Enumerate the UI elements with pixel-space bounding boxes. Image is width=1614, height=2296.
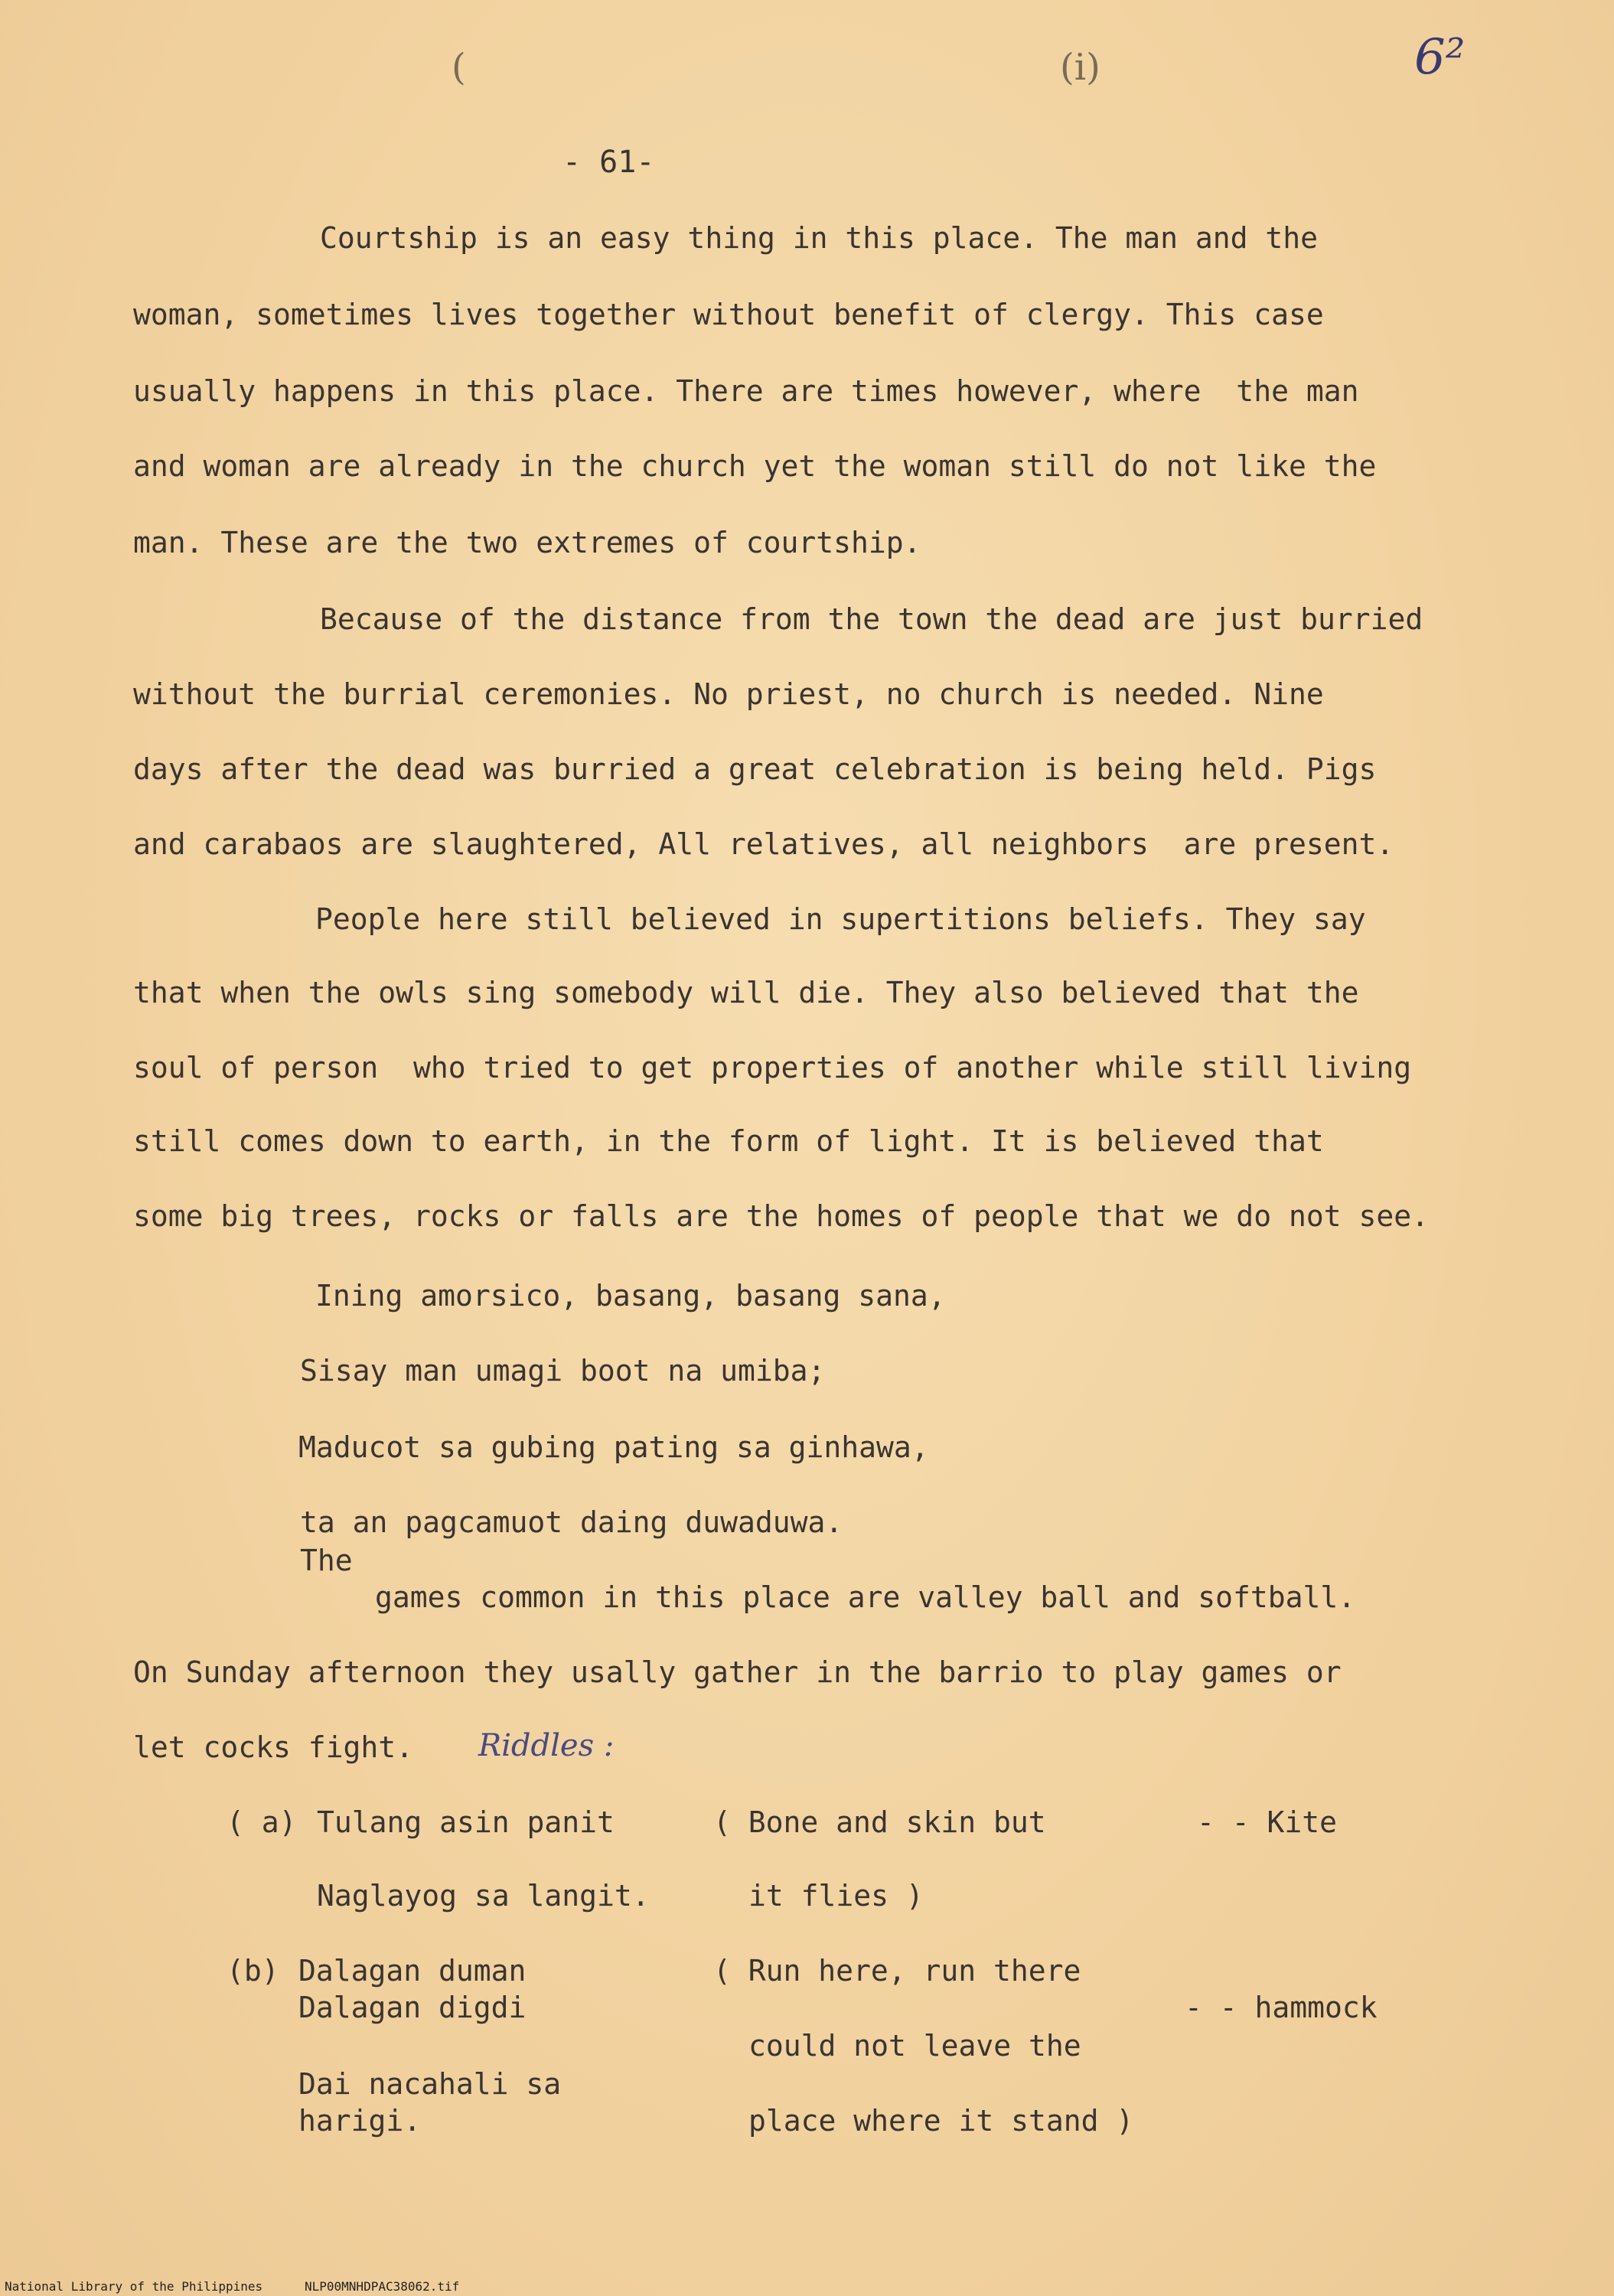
- superstition-line-4: still comes down to earth, in the form of light. It is believed that: [133, 1124, 1324, 1158]
- courtship-line-1: Courtship is an easy thing in this place. The man and the: [320, 221, 1319, 255]
- footer-library: National Library of the Philippines: [5, 2279, 263, 2294]
- riddles-handwritten-note: Riddles :: [478, 1728, 615, 1763]
- verse-line-3: Maducot sa gubing pating sa ginhawa,: [298, 1430, 929, 1464]
- riddle-a-translation-1: ( Bone and skin but: [713, 1805, 1046, 1839]
- top-mark-left: (: [452, 46, 466, 89]
- riddle-b-line-4: harigi.: [298, 2104, 422, 2138]
- riddle-b-line-1: Dalagan duman: [298, 1954, 527, 1988]
- corner-page-note: 6²: [1414, 29, 1466, 86]
- riddle-b-line-2: Dalagan digdi: [298, 1991, 527, 2024]
- burial-line-1: Because of the distance from the town the dead are just burried: [320, 602, 1423, 636]
- courtship-line-5: man. These are the two extremes of courtship.: [133, 526, 921, 559]
- riddle-a-translation-2: it flies ): [748, 1879, 924, 1913]
- verse-line-2: Sisay man umagi boot na umiba;: [300, 1354, 826, 1388]
- verse-line-4: ta an pagcamuot daing duwaduwa.: [300, 1505, 843, 1539]
- burial-line-3: days after the dead was burried a great celebration is being held. Pigs: [133, 752, 1377, 786]
- courtship-line-3: usually happens in this place. There are times however, where the man: [133, 374, 1359, 408]
- riddle-a-line-2: Naglayog sa langit.: [317, 1879, 650, 1913]
- riddle-b-line-3: Dai nacahali sa: [298, 2067, 562, 2101]
- games-line-3: let cocks fight.: [133, 1730, 414, 1764]
- superstition-line-2: that when the owls sing somebody will die. They also believed that the: [133, 976, 1359, 1009]
- riddle-a-answer: - - Kite: [1197, 1805, 1338, 1839]
- riddle-a-line-1: Tulang asin panit: [317, 1805, 615, 1839]
- verse-line-1: Ining amorsico, basang, basang sana,: [315, 1279, 946, 1313]
- superstition-line-5: some big trees, rocks or falls are the homes of people that we do not see.: [133, 1199, 1429, 1233]
- top-mark-center: (i): [1060, 46, 1100, 89]
- riddle-b-label: (b): [227, 1954, 279, 1988]
- riddle-b-translation-3: place where it stand ): [748, 2104, 1134, 2138]
- riddle-a-label: ( a): [227, 1805, 297, 1839]
- superstition-line-1: People here still believed in supertitions beliefs. They say: [315, 902, 1366, 936]
- riddle-b-translation-1: ( Run here, run there: [713, 1954, 1081, 1988]
- superstition-line-3: soul of person who tried to get properties of another while still living: [133, 1051, 1412, 1084]
- burial-line-2: without the burrial ceremonies. No priest, no church is needed. Nine: [133, 677, 1324, 711]
- riddle-b-answer: - - hammock: [1185, 1991, 1378, 2024]
- burial-line-4: and carabaos are slaughtered, All relatives, all neighbors are present.: [133, 827, 1394, 861]
- games-the: The: [300, 1544, 353, 1577]
- courtship-line-4: and woman are already in the church yet the woman still do not like the: [133, 449, 1377, 483]
- games-line-1: games common in this place are valley ball and softball.: [375, 1580, 1356, 1614]
- page-number: - 61-: [562, 145, 655, 180]
- courtship-line-2: woman, sometimes lives together without benefit of clergy. This case: [133, 298, 1324, 331]
- footer-filename: NLP00MNHDPAC38062.tif: [305, 2279, 460, 2294]
- games-line-2: On Sunday afternoon they usally gather in the barrio to play games or: [133, 1655, 1342, 1689]
- riddle-b-translation-2: could not leave the: [748, 2029, 1081, 2063]
